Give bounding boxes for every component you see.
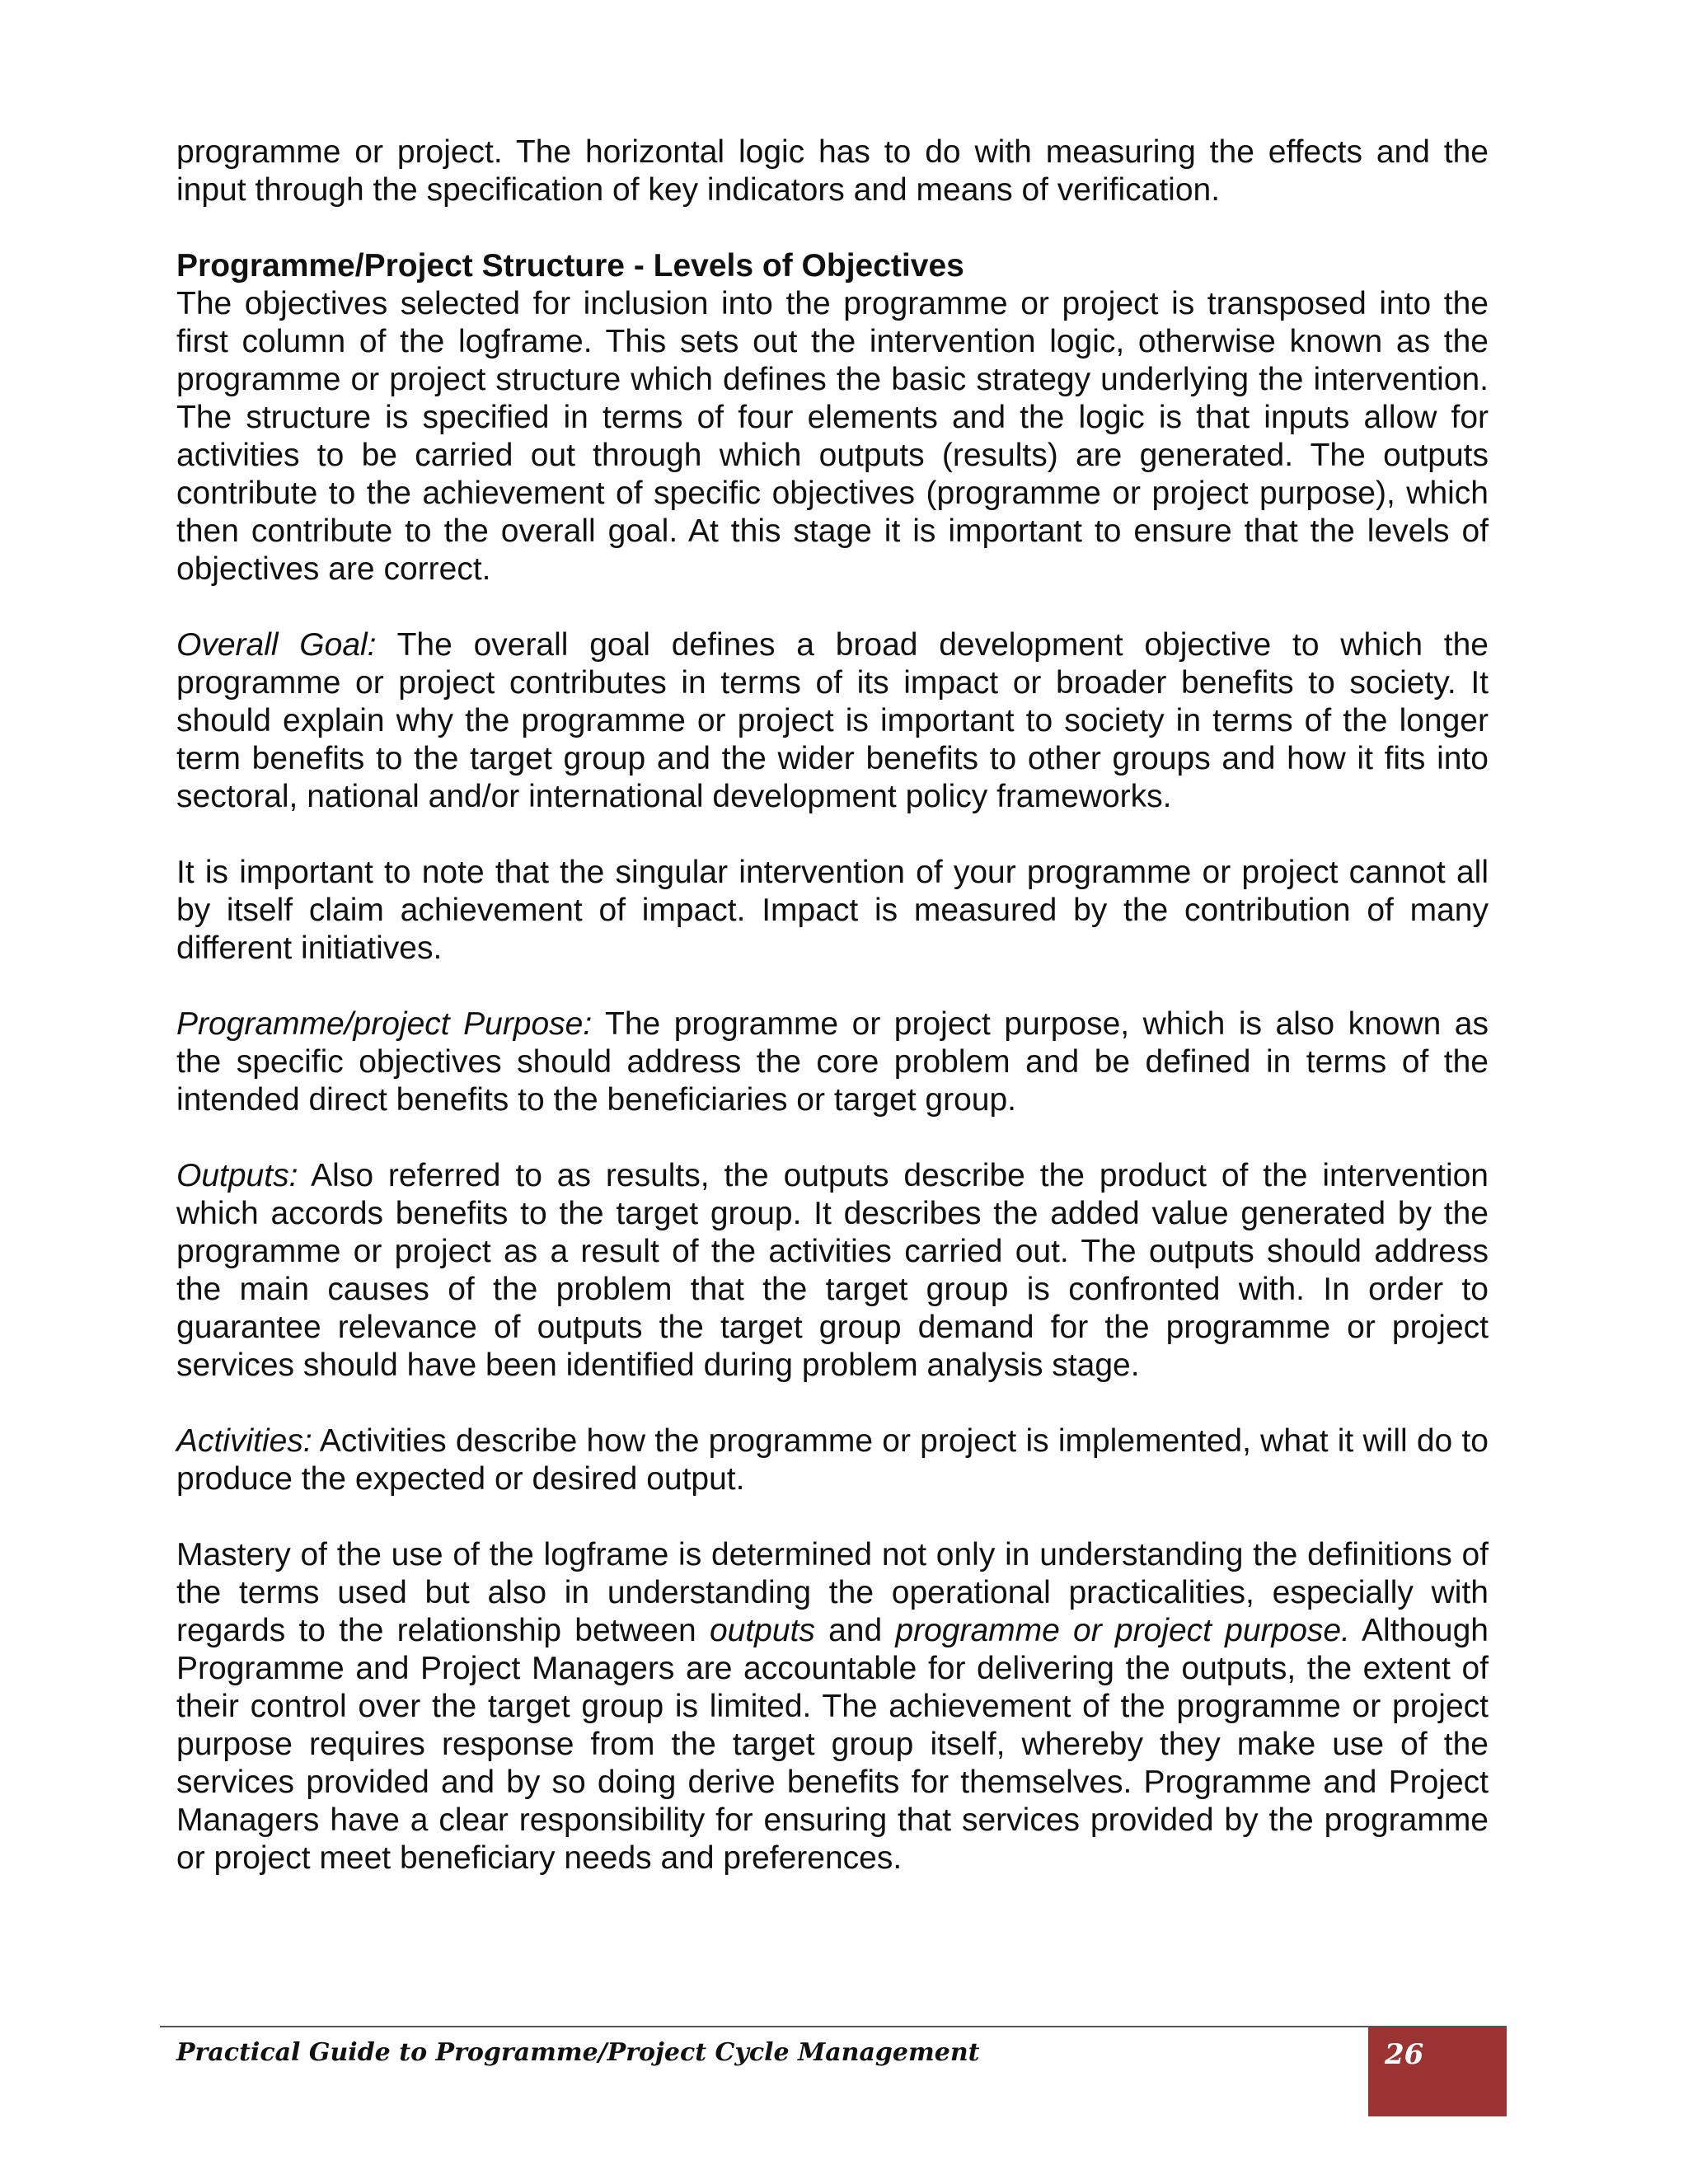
mastery-text-1: Mastery of the use of the logframe is determined not only in understanding the definitions of the terms used but also in understanding the operational practicalities, especially with regards to the relationship between xyxy=(176,1537,1489,1648)
page-number: 26 xyxy=(1385,2038,1424,2071)
activities-text: Activities describe how the programme or project is implemented, what it will do to produce the expected or desired output. xyxy=(176,1423,1489,1497)
footer-title: Practical Guide to Programme/Project Cycle Management xyxy=(176,2038,980,2067)
mastery-text-3: Although Programme and Project Managers are accountable for delivering the outputs, the extent of their control over the target group is limited. The achievement of the programme or project purpose requires response from the target group itself, whereby they make use of the services provided and by so doing derive benefits for themselves. Programme and Project Managers have a clear responsibility for ensuring that services provided by the programme or project meet beneficiary needs and preferences. xyxy=(176,1613,1489,1876)
section-paragraph: The objectives selected for inclusion into the programme or project is transposed into the first column of the logframe. This sets out the intervention logic, otherwise known as the programme or project structure which defines the basic strategy underlying the intervention. The structure is specified in terms of four elements and the logic is that inputs allow for activities to be carried out through which outputs (results) are generated. The outputs contribute to the achievement of specific objectives (programme or project purpose), which then contribute to the overall goal. At this stage it is important to ensure that the levels of objectives are correct. xyxy=(176,286,1489,587)
overall-goal-paragraph xyxy=(176,626,1489,816)
overall-goal-text: The overall goal defines a broad development objective to which the programme or project contributes in terms of its impact or broader benefits to society. It should explain why the programme or project is important to society in terms of the longer term benefits to the target group and the wider benefits to other groups and how it fits into sectoral, national and/or international development policy frameworks. xyxy=(176,627,1489,814)
page-number-box xyxy=(1368,2027,1507,2116)
mastery-emphasis-outputs: outputs xyxy=(709,1613,815,1648)
overall-goal-term: Overall Goal: xyxy=(176,627,377,663)
mastery-emphasis-purpose: programme or project purpose. xyxy=(895,1613,1350,1648)
footer-divider xyxy=(160,2026,1507,2027)
purpose-paragraph xyxy=(176,1005,1489,1119)
outputs-paragraph xyxy=(176,1157,1489,1385)
activities-paragraph xyxy=(176,1422,1489,1498)
document-body xyxy=(176,134,1489,1915)
activities-term: Activities: xyxy=(176,1423,312,1459)
outputs-text: Also referred to as results, the outputs describe the product of the intervention which accords benefits to the target group. It describes the added value generated by the programme or project as a result of the activities carried out. The outputs should address the main causes of the problem that the target group is confronted with. In order to guarantee relevance of outputs the target group demand for the programme or project services should have been identified during problem analysis stage. xyxy=(176,1158,1489,1383)
outputs-term: Outputs: xyxy=(176,1158,298,1193)
structure-section xyxy=(176,247,1489,588)
purpose-term: Programme/project Purpose: xyxy=(176,1006,593,1042)
intro-paragraph: programme or project. The horizontal logic has to do with measuring the effects and the input through the specification of key indicators and means of verification. xyxy=(176,134,1489,208)
mastery-text-2: and xyxy=(814,1613,896,1648)
section-heading: Programme/Project Structure - Levels of Objectives xyxy=(176,248,964,284)
purpose-text: The programme or project purpose, which is also known as the specific objectives should address the core problem and be defined in terms of the intended direct benefits to the beneficiaries or target group. xyxy=(176,1006,1489,1118)
mastery-paragraph xyxy=(176,1536,1489,1877)
impact-note-paragraph: It is important to note that the singular intervention of your programme or project cannot all by itself claim achievement of impact. Impact is measured by the contribution of many different initiatives. xyxy=(176,855,1489,966)
